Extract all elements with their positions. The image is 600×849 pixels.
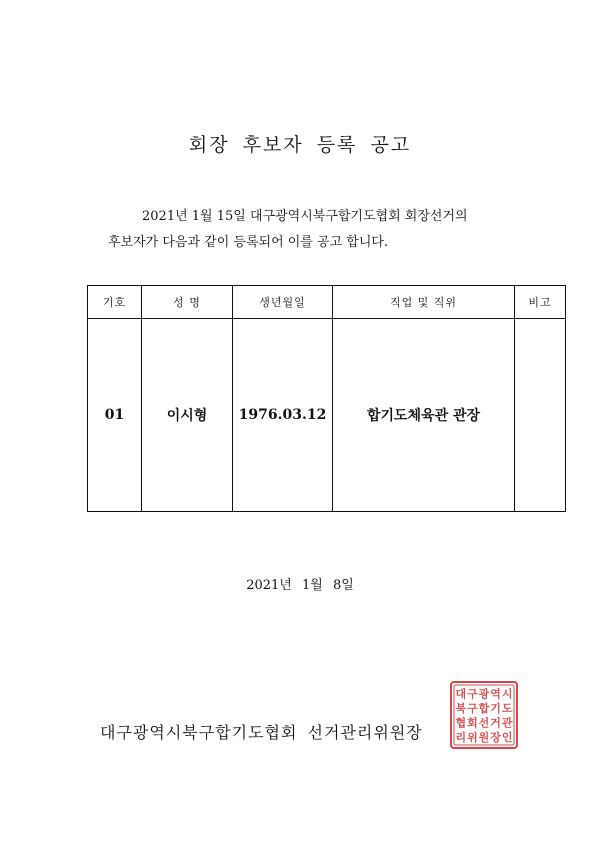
seal-character: 협 [455,716,467,730]
table-row [88,319,566,512]
cell-occupation: 합기도체육관 관장 [333,319,515,512]
announcement-intro [108,204,548,256]
header-number: 기호 [88,286,142,319]
seal-character: 관 [501,716,513,730]
header-remarks: 비고 [515,286,566,319]
seal-character: 회 [467,716,478,730]
cell-number: 01 [88,319,142,512]
seal-character: 합 [478,702,490,716]
seal-character: 인 [501,731,513,745]
header-birthdate: 생년월일 [233,286,333,319]
seal-character: 리 [455,731,467,745]
intro-line-2: 후보자가 다음과 같이 등록되어 이를 공고 합니다. [108,235,389,250]
seal-character: 도 [501,702,513,716]
seal-character: 장 [490,731,501,745]
seal-character: 구 [467,687,478,701]
intro-line-1: 2021년 1월 15일 대구광역시북구합기도협회 회장선거의 [142,209,468,224]
header-occupation: 직업 및 직위 [333,286,515,319]
cell-birthdate: 1976.03.12 [233,319,333,512]
official-seal-icon [449,680,519,750]
candidate-table [87,285,566,512]
issuer-name: 대구광역시북구합기도협회 선거관리위원장 [100,723,423,742]
seal-character: 광 [478,687,490,701]
cell-remarks [515,319,566,512]
seal-character: 대 [455,687,467,701]
header-name: 성 명 [142,286,233,319]
seal-character: 선 [478,716,490,730]
seal-character: 시 [501,687,513,701]
table-header-row [88,286,566,319]
seal-character: 거 [490,716,501,730]
seal-character: 구 [467,702,478,716]
announcement-date: 2021년 1월 8일 [246,578,354,593]
seal-character: 역 [490,687,501,701]
seal-character: 원 [478,731,490,745]
seal-character: 기 [490,702,501,716]
seal-character: 북 [455,702,467,716]
document-title: 회장 후보자 등록 공고 [188,134,412,156]
seal-character: 위 [467,731,478,745]
cell-name: 이시형 [142,319,233,512]
